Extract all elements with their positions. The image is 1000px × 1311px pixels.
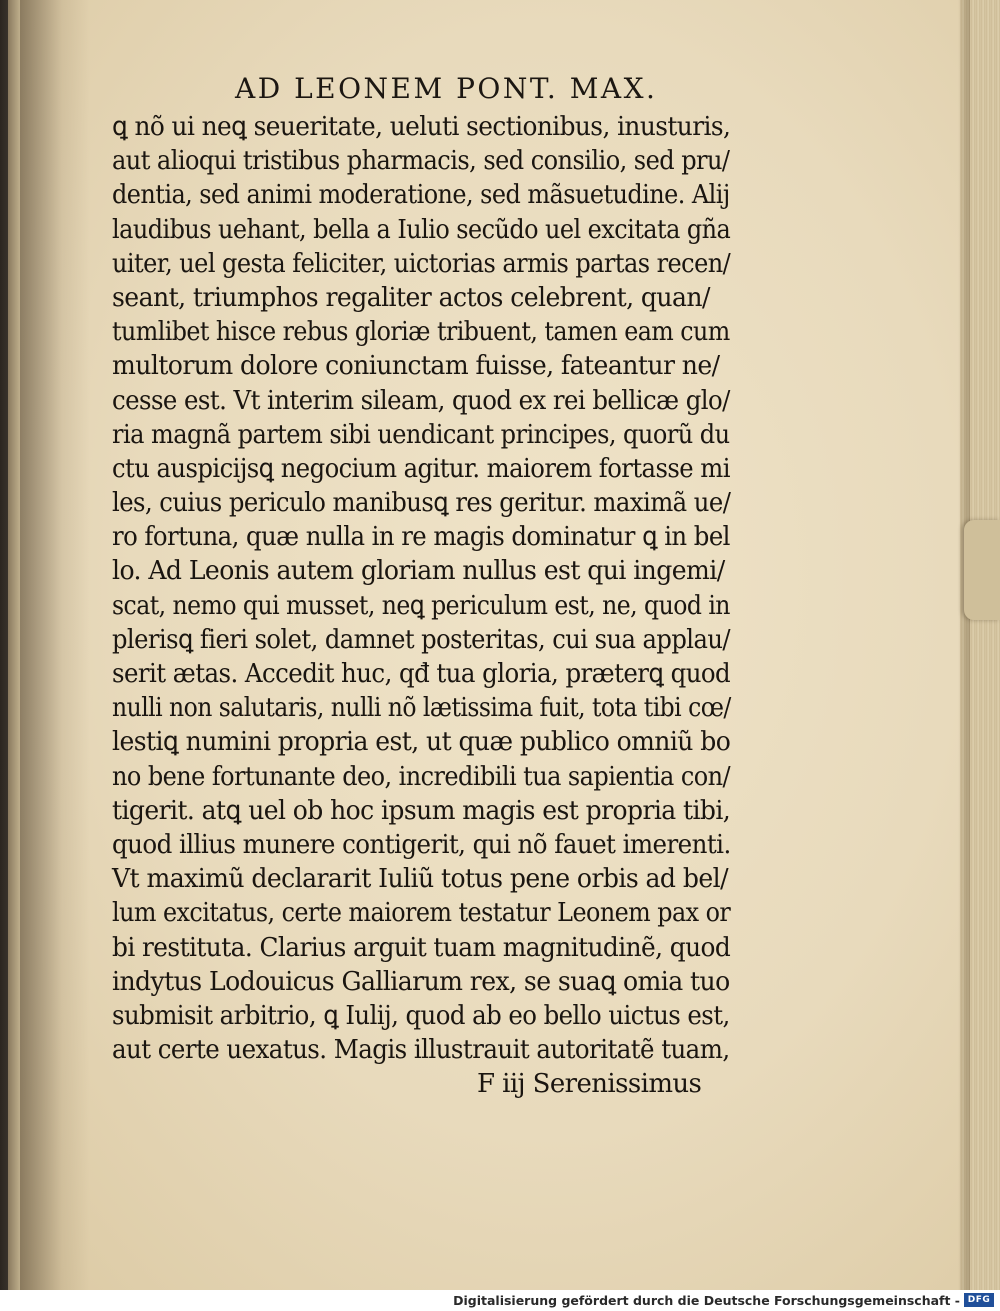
digitization-credit: Digitalisierung gefördert durch die Deutsche Forschungsgemeinschaft -	[453, 1293, 960, 1308]
gutter-shadow	[20, 0, 90, 1290]
text-line: aut certe uexatus. Magis illustrauit autoritatẽ tuam,	[112, 1035, 730, 1066]
text-line: multorum dolore coniunctam fuisse, fateantur ne/	[112, 351, 720, 382]
text-line: les, cuius periculo manibusꝗ res geritur. maximã ue/	[112, 488, 731, 519]
text-line: submisit arbitrio, ꝗ Iulij, quod ab eo bello uictus est,	[112, 1000, 730, 1031]
text-line: Vt maximũ declararit Iuliũ totus pene orbis ad bel/	[112, 864, 728, 895]
body-text	[112, 110, 752, 1101]
text-line: lo. Ad Leonis autem gloriam nullus est qui ingemi/	[112, 556, 725, 587]
text-line: lestiꝗ numini propria est, ut quæ publico omniũ bo	[112, 727, 731, 758]
text-line: ctu auspicijsꝗ negocium agitur. maiorem fortasse mi	[112, 453, 730, 484]
dfg-logo: DFG	[964, 1293, 994, 1307]
text-line: nulli non salutaris, nulli nõ lætissima fuit, tota tibi cœ/	[112, 693, 731, 724]
text-line: ria magnã partem sibi uendicant principes, quorũ du	[112, 419, 730, 450]
signature-catchword: F iij Serenissimus	[477, 1069, 702, 1100]
text-line: laudibus uehant, bella a Iulio secũdo uel excitata gña	[112, 214, 731, 245]
text-line: no bene fortunante deo, incredibili tua sapientia con/	[112, 761, 731, 792]
text-line: tigerit. atꝗ uel ob hoc ipsum magis est propria tibi,	[112, 795, 731, 826]
text-line: cesse est. Vt interim sileam, quod ex rei bellicæ glo/	[112, 385, 730, 416]
text-line: seant, triumphos regaliter actos celebrent, quan/	[112, 282, 710, 313]
text-line: lum excitatus, certe maiorem testatur Leonem pax or	[112, 898, 731, 929]
text-line: ꝗ nõ ui neꝗ seueritate, ueluti sectionibus, inusturis,	[112, 112, 731, 142]
page-edge-tab	[964, 520, 1000, 620]
text-line: tumlibet hisce rebus gloriæ tribuent, tamen eam cum	[112, 317, 730, 348]
text-line: aut alioqui tristibus pharmacis, sed consilio, sed pru/	[112, 146, 730, 177]
running-head: AD LEONEM PONT. MAX.	[235, 72, 658, 105]
text-line: dentia, sed animi moderatione, sed mãsuetudine. Alij	[112, 180, 730, 211]
text-line: uiter, uel gesta feliciter, uictorias armis partas recen/	[112, 248, 731, 279]
text-line: plerisꝗ fieri solet, damnet posteritas, cui sua applau/	[112, 624, 730, 655]
fore-edge-shadow	[958, 0, 970, 1290]
text-line: bi restituta. Clarius arguit tuam magnitudinẽ, quod	[112, 932, 731, 963]
text-line: ro fortuna, quæ nulla in re magis dominatur ꝗ in bel	[112, 522, 730, 553]
text-line: quod illius munere contigerit, qui nõ fauet imerenti.	[112, 829, 731, 860]
text-line: indytus Lodouicus Galliarum rex, se suaꝗ omia tuo	[112, 966, 730, 997]
text-line: serit ætas. Accedit huc, qđ tua gloria, præterꝗ quod	[112, 659, 731, 689]
text-line: scat, nemo qui musset, neꝗ periculum est, ne, quod in	[112, 590, 730, 621]
